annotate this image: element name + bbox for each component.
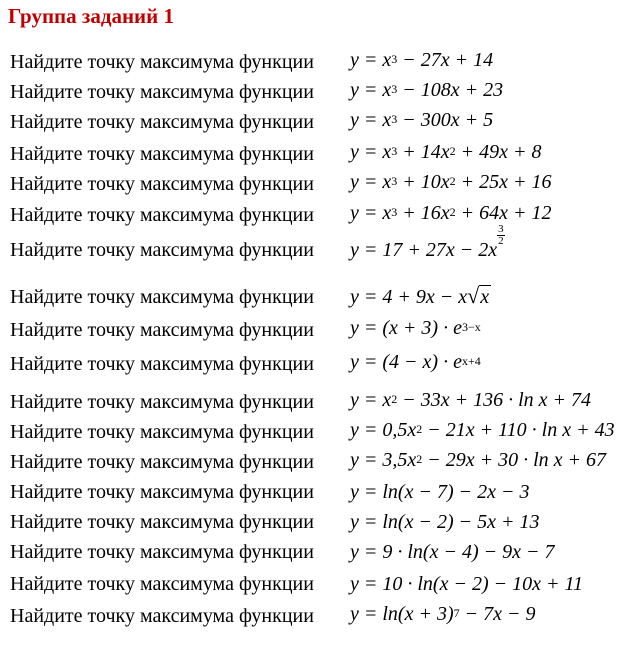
task-row (10, 348, 625, 378)
task-formula (350, 80, 503, 102)
task-formula (350, 318, 481, 340)
task-label: Найдите точку максимума функции (10, 451, 314, 473)
formula-exponent: 3 (391, 174, 398, 188)
formula-text: y = x (350, 171, 392, 193)
formula-text: − 108x + 23 (397, 79, 504, 101)
task-row (10, 386, 625, 416)
task-label: Найдите точку максимума функции (10, 319, 314, 341)
task-formula (350, 482, 530, 502)
formula-exponent: 3 (391, 205, 398, 219)
formula-text: − 21x + 110 · ln x + 43 (422, 419, 615, 441)
task-row (10, 76, 625, 106)
task-label: Найдите точку максимума функции (10, 605, 314, 627)
task-row (10, 416, 625, 446)
formula-text: + 14x (397, 141, 450, 163)
formula-text: y = x (350, 79, 392, 101)
task-formula (350, 604, 536, 626)
formula-text: y = x (350, 389, 392, 411)
task-label: Найдите точку максимума функции (10, 391, 314, 413)
task-row (10, 476, 625, 506)
formula-text: y = 10 · ln(x − 2) − 10x + 11 (350, 573, 584, 595)
formula-exponent: 2 (416, 422, 423, 436)
formula-text: y = ln(x − 2) − 5x + 13 (350, 511, 540, 533)
formula-text: + 16x (397, 202, 450, 224)
task-formula (350, 223, 505, 261)
task-formula (350, 283, 491, 308)
formula-text: y = 17 + 27x − 2x (350, 239, 498, 261)
formula-exponent: x+4 (461, 354, 481, 368)
task-formula (350, 574, 583, 594)
formula-sqrt (467, 283, 491, 308)
task-label: Найдите точку максимума функции (10, 511, 314, 533)
formula-text: y = x (350, 49, 392, 71)
sqrt-sign: √ (467, 283, 480, 308)
task-label: Найдите точку максимума функции (10, 111, 314, 133)
task-formula (350, 512, 540, 532)
task-label: Найдите точку максимума функции (10, 421, 314, 443)
task-row (10, 46, 625, 76)
task-formula (350, 110, 493, 132)
task-label: Найдите точку максимума функции (10, 51, 314, 73)
task-row (10, 314, 625, 344)
task-row (10, 568, 625, 598)
task-row (10, 223, 625, 264)
task-formula (350, 420, 615, 442)
task-row (10, 106, 625, 136)
task-row (10, 168, 625, 198)
formula-text: y = 4 + 9x − x (350, 286, 468, 308)
formula-text: y = ln(x − 7) − 2x − 3 (350, 481, 530, 503)
formula-text: − 7x − 9 (459, 603, 536, 625)
formula-exponent-fraction (497, 224, 505, 247)
task-formula (350, 142, 542, 164)
task-label: Найдите точку максимума функции (10, 173, 314, 195)
task-formula (350, 203, 552, 225)
task-row (10, 281, 625, 311)
task-label: Найдите точку максимума функции (10, 81, 314, 103)
task-row (10, 536, 625, 566)
formula-text: − 300x + 5 (397, 109, 494, 131)
formula-text: y = (x + 3) · e (350, 317, 462, 339)
task-formula (350, 390, 591, 412)
task-label: Найдите точку максимума функции (10, 204, 314, 226)
fraction-denominator: 2 (498, 235, 504, 247)
formula-text: − 29x + 30 · ln x + 67 (422, 449, 607, 471)
formula-text: + 25x + 16 (455, 171, 552, 193)
formula-exponent: 2 (416, 452, 423, 466)
formula-text: y = 3,5x (350, 449, 417, 471)
formula-exponent: 2 (449, 174, 456, 188)
task-label: Найдите точку максимума функции (10, 353, 314, 375)
task-row (10, 199, 625, 229)
sqrt-radicand: x (480, 286, 490, 308)
formula-text: y = ln(x + 3) (350, 603, 454, 625)
task-label: Найдите точку максимума функции (10, 481, 314, 503)
formula-text: − 33x + 136 · ln x + 74 (397, 389, 592, 411)
formula-exponent: 3 (391, 144, 398, 158)
task-row (10, 600, 625, 630)
fraction-numerator: 3 (498, 223, 504, 235)
task-row (10, 506, 625, 536)
task-label: Найдите точку максимума функции (10, 573, 314, 595)
task-formula (350, 172, 552, 194)
formula-exponent: 3 (391, 112, 398, 126)
formula-text: y = 0,5x (350, 419, 417, 441)
formula-text: + 64x + 12 (455, 202, 552, 224)
formula-exponent: 3 (391, 52, 398, 66)
formula-text: y = x (350, 109, 392, 131)
formula-text: y = x (350, 141, 392, 163)
formula-text: y = x (350, 202, 392, 224)
task-label: Найдите точку максимума функции (10, 239, 314, 261)
formula-exponent: 2 (391, 392, 398, 406)
task-label: Найдите точку максимума функции (10, 286, 314, 308)
formula-exponent: 2 (449, 205, 456, 219)
task-formula (350, 542, 555, 562)
formula-text: y = (4 − x) · e (350, 351, 462, 373)
formula-text: + 49x + 8 (455, 141, 542, 163)
task-label: Найдите точку максимума функции (10, 143, 314, 165)
task-row (10, 138, 625, 168)
formula-text: − 27x + 14 (397, 49, 494, 71)
formula-text: y = 9 · ln(x − 4) − 9x − 7 (350, 541, 555, 563)
task-formula (350, 352, 481, 374)
task-formula (350, 50, 493, 72)
formula-exponent: 7 (453, 606, 460, 620)
formula-exponent: 3 (391, 82, 398, 96)
formula-text: + 10x (397, 171, 450, 193)
formula-exponent: 3−x (461, 320, 481, 334)
task-label: Найдите точку максимума функции (10, 541, 314, 563)
page-title: Группа заданий 1 (8, 4, 175, 28)
formula-exponent: 2 (449, 144, 456, 158)
task-formula (350, 450, 606, 472)
task-row (10, 446, 625, 476)
